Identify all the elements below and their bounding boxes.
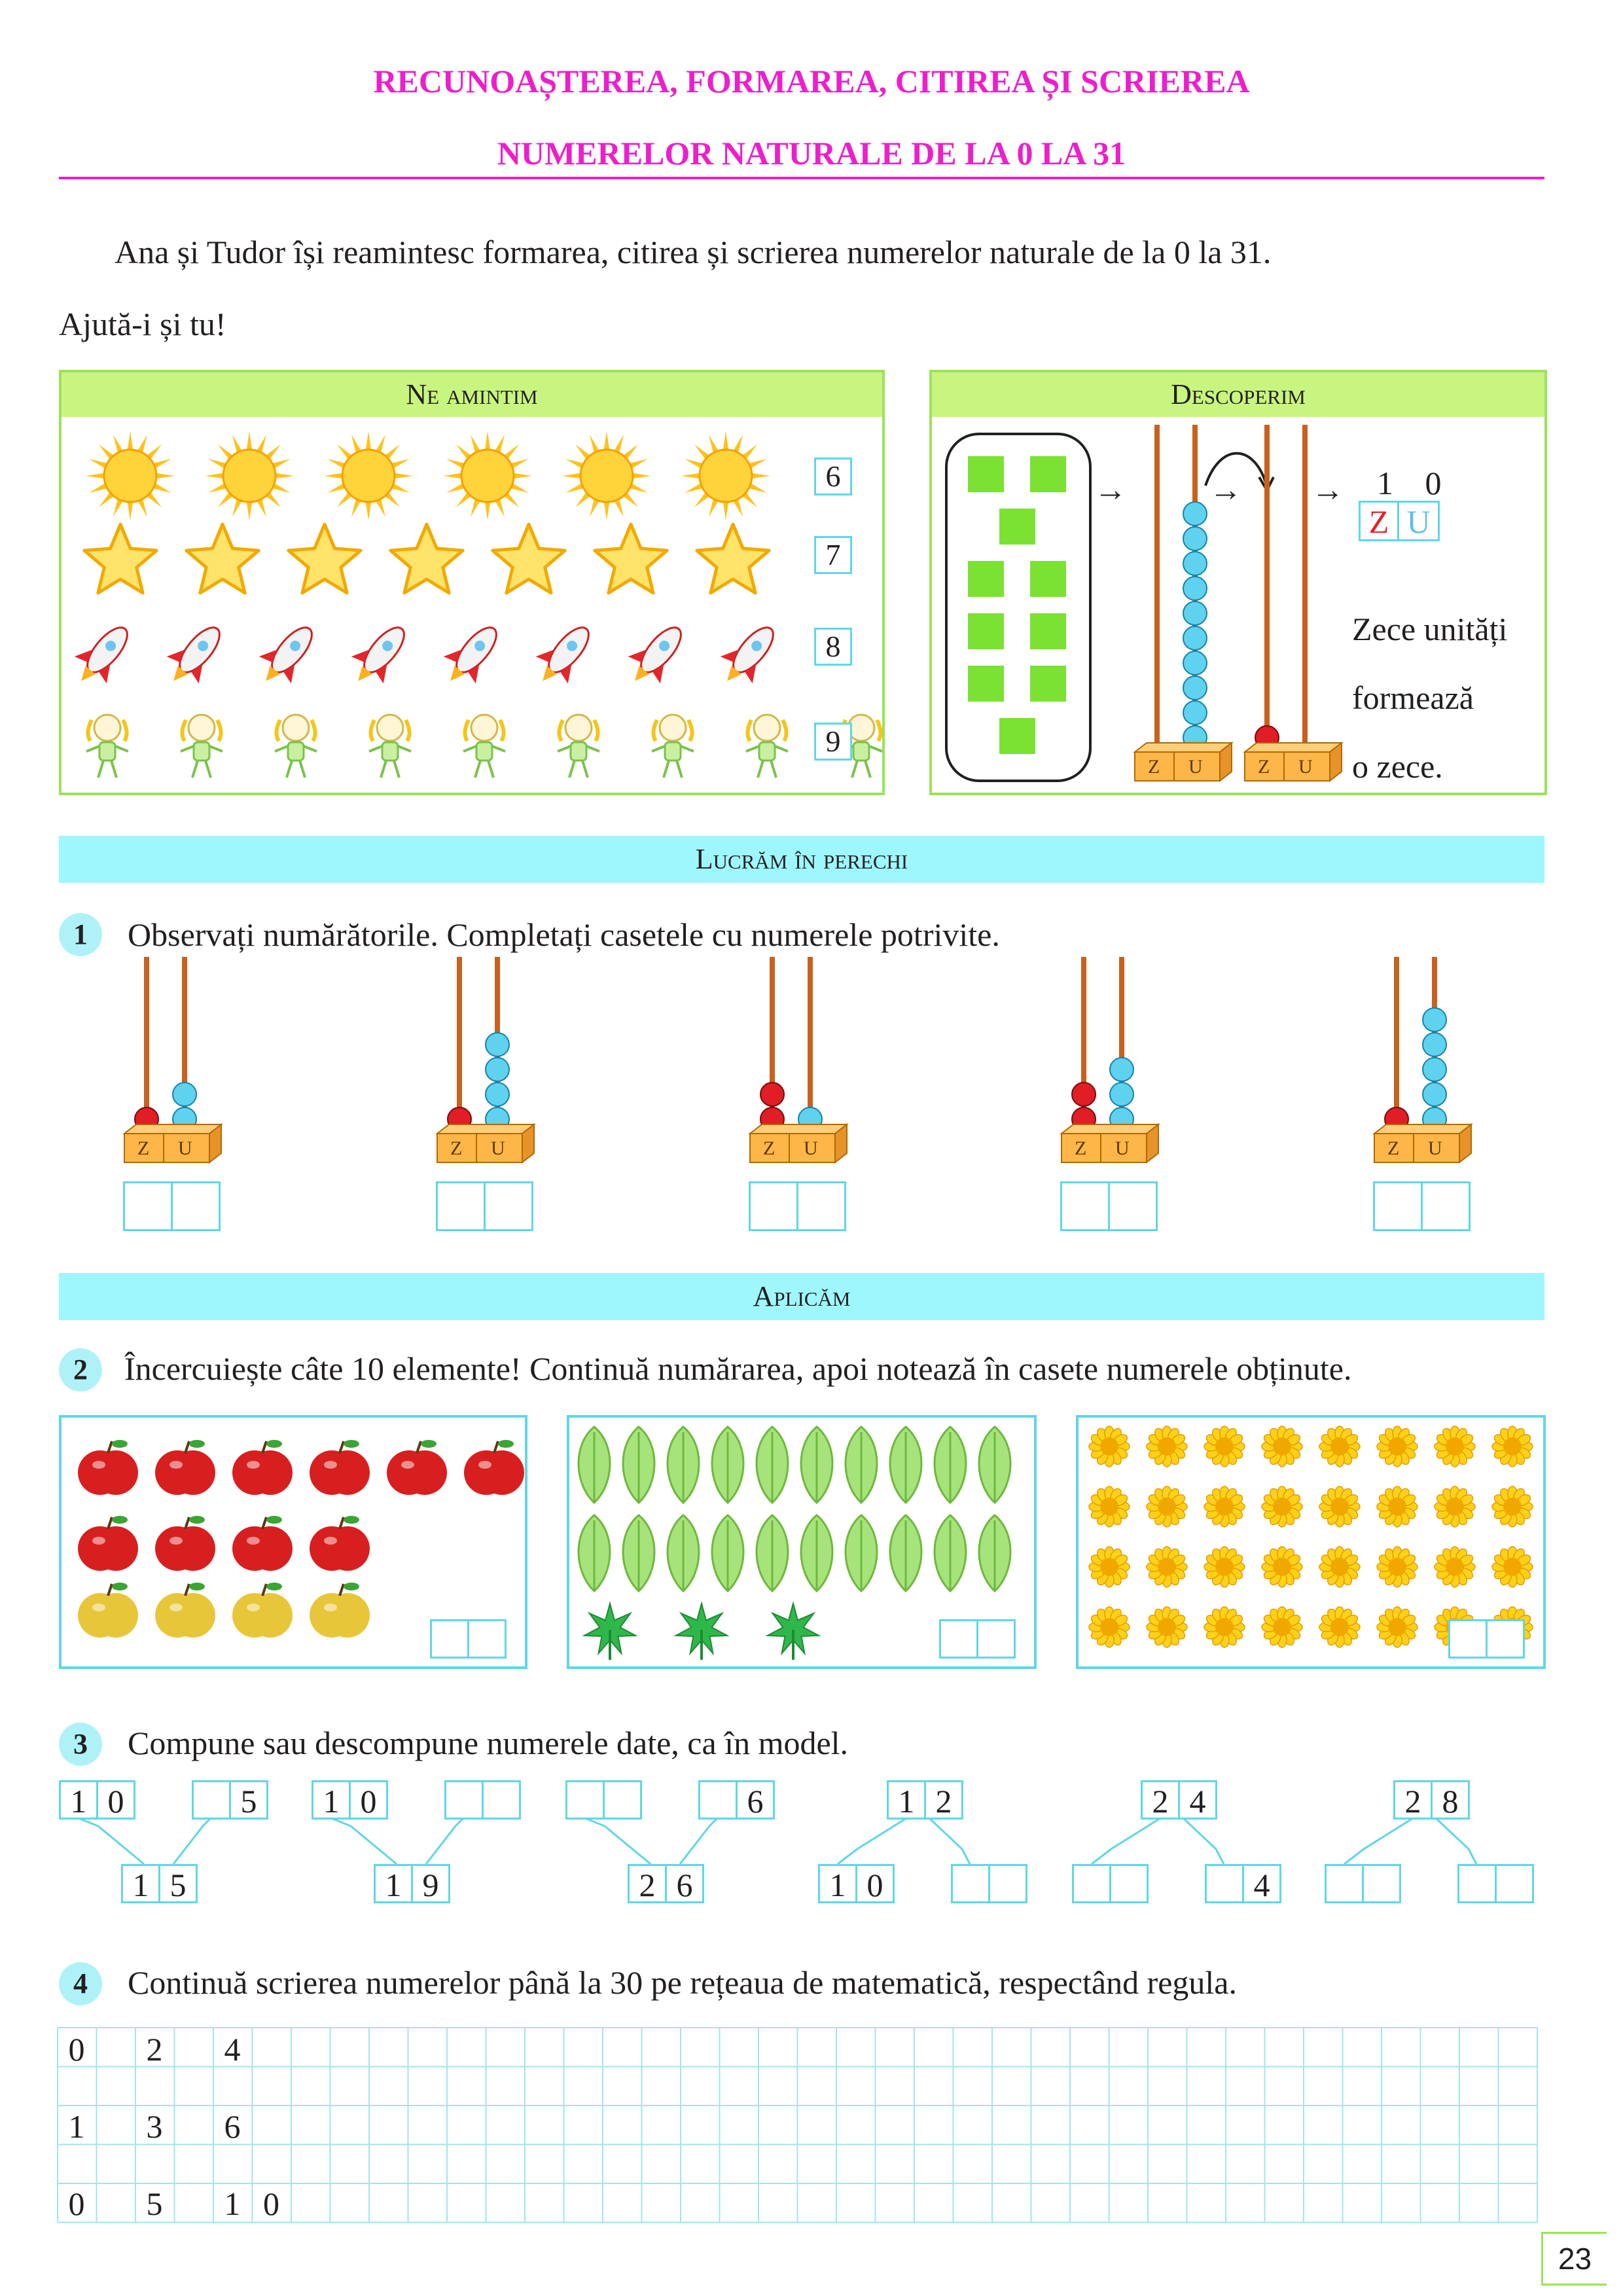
doll-icon — [746, 715, 788, 778]
doll-icon — [463, 715, 505, 778]
sun-icon — [681, 431, 770, 520]
flower-icon — [1435, 1547, 1475, 1587]
flower-icon — [1262, 1486, 1302, 1527]
flower-icon — [1147, 1426, 1187, 1467]
ex3-item1-result[interactable] — [121, 1864, 196, 1903]
ex3-item2-right-digit-1[interactable] — [444, 1780, 484, 1820]
star-icon — [187, 524, 259, 593]
star-icon — [391, 524, 463, 593]
ex3-item4-left-digit-2[interactable]: 0 — [855, 1864, 895, 1903]
ex3-item3-left-digit-2[interactable] — [603, 1780, 642, 1820]
connector-line — [1092, 1818, 1160, 1864]
ne-amintim-title: Ne amintim — [62, 372, 882, 417]
abacus-1 — [124, 957, 221, 1162]
ten-digits: 1 0 — [1377, 465, 1454, 501]
ex3-item4-top-digit-2[interactable]: 2 — [924, 1780, 963, 1820]
ex1-answer-box-3[interactable] — [749, 1181, 844, 1231]
desc-text-line2: formează — [1352, 679, 1474, 716]
ex3-item5-right-digit-1[interactable] — [1205, 1864, 1244, 1903]
u-label: U — [1298, 756, 1313, 778]
ex3-item4-left[interactable] — [818, 1864, 893, 1903]
ex3-item3-right[interactable] — [698, 1780, 773, 1820]
leaf-icon — [979, 1427, 1010, 1503]
count-box-dolls: 9 — [814, 723, 852, 761]
arrow-1: → — [1094, 471, 1127, 508]
leaf-icon — [801, 1427, 832, 1503]
intro-text — [59, 216, 1544, 360]
leaf-icon — [846, 1427, 877, 1503]
ex3-item6-left-digit-1[interactable] — [1325, 1864, 1364, 1903]
apple-icon — [155, 1516, 215, 1571]
desc-text-line3: o zece. — [1352, 748, 1443, 785]
grid-number: 1 — [68, 2108, 85, 2145]
ex3-item3-result[interactable] — [628, 1864, 702, 1903]
flower-icon — [1492, 1547, 1533, 1587]
star-icon — [493, 524, 565, 593]
apple-icon — [155, 1583, 215, 1638]
connector-line — [680, 1818, 717, 1864]
ex2-number: 2 — [59, 1348, 102, 1391]
ex3-item2-left[interactable] — [312, 1780, 386, 1820]
ex3-item6-left-digit-2[interactable] — [1362, 1864, 1401, 1903]
descoperim-title: Descoperim — [932, 372, 1544, 417]
ex3-item2-right[interactable] — [444, 1780, 519, 1820]
ex1-answer-box-1[interactable] — [123, 1181, 219, 1231]
bead-unit — [1423, 1058, 1446, 1081]
bead-unit — [486, 1083, 509, 1106]
leaf-icon — [890, 1515, 921, 1591]
ex1-answer-box-2[interactable] — [436, 1181, 531, 1231]
arrow-3: → — [1311, 471, 1344, 508]
rocket-icon — [435, 615, 510, 694]
sun-icon — [205, 431, 294, 520]
bead-unit — [1183, 676, 1207, 700]
ex3-item4-right-digit-2[interactable] — [988, 1864, 1027, 1903]
count-box-rockets: 8 — [814, 628, 852, 666]
leaf-icon — [712, 1427, 743, 1503]
flower-icon — [1089, 1547, 1130, 1587]
bead-ten — [1072, 1083, 1096, 1106]
ex3-item5-left-digit-2[interactable] — [1109, 1864, 1149, 1903]
flower-icon — [1147, 1607, 1187, 1647]
rocket-icon — [250, 615, 326, 694]
bead-unit — [1183, 552, 1207, 575]
leaf-icon — [846, 1515, 877, 1591]
sun-icon — [443, 431, 532, 520]
ex3-item6-right-digit-1[interactable] — [1457, 1864, 1497, 1903]
connector-line — [426, 1818, 463, 1864]
bead-unit — [1183, 651, 1207, 675]
connector-line — [1183, 1818, 1224, 1864]
ex3-item1-result-digit-1[interactable]: 1 — [121, 1864, 160, 1903]
ex3-item4-top-digit-1[interactable]: 1 — [887, 1780, 926, 1820]
bead-unit — [486, 1058, 509, 1081]
flower-icon — [1377, 1486, 1418, 1527]
leaves-answer-box[interactable] — [939, 1619, 1014, 1659]
ex3-item6-left[interactable] — [1325, 1864, 1399, 1903]
u-label: U — [178, 1138, 192, 1159]
rocket-icon — [342, 615, 418, 694]
apple-icon — [155, 1440, 215, 1495]
ex3-number: 3 — [59, 1723, 102, 1766]
z-label: Z — [1075, 1138, 1087, 1159]
ex3-item2-left-digit-1[interactable]: 1 — [312, 1780, 351, 1820]
bead-unit — [1183, 577, 1207, 600]
leaf-icon — [712, 1515, 743, 1591]
ne-amintim-panel — [59, 370, 885, 795]
leaf-icon — [801, 1515, 832, 1591]
apple-icon — [464, 1440, 524, 1495]
rocket-icon — [527, 615, 603, 694]
flower-icon — [1492, 1426, 1533, 1467]
leaf-icon — [979, 1515, 1010, 1591]
doll-icon — [86, 715, 128, 778]
u-label: U — [491, 1138, 505, 1159]
connector-line — [929, 1818, 970, 1864]
grid-number: 3 — [146, 2108, 163, 2145]
flowers-answer-box[interactable] — [1448, 1619, 1523, 1659]
apple-icon — [310, 1516, 370, 1571]
doll-icon — [369, 715, 411, 778]
z-label: Z — [763, 1138, 776, 1159]
flower-icon — [1204, 1607, 1245, 1647]
ex2-text: Încercuiește câte 10 elemente! Continuă numărarea, apoi notează în casete numerele obținute. — [124, 1350, 1352, 1387]
z-label: Z — [450, 1138, 463, 1159]
bead-unit — [173, 1083, 196, 1106]
title-divider — [59, 177, 1544, 179]
ex3-item5-left-digit-1[interactable] — [1072, 1864, 1111, 1903]
ex4-text: Continuă scrierea numerelor până la 30 pe rețeaua de matematică, respectând regula. — [128, 1964, 1237, 2001]
connector-line — [79, 1818, 144, 1864]
ex3-item2-left-digit-2[interactable]: 0 — [349, 1780, 388, 1820]
sun-icon — [86, 431, 175, 520]
star-icon — [595, 524, 667, 593]
apple-icon — [232, 1516, 293, 1571]
ex3-item6-top-digit-1[interactable]: 2 — [1393, 1780, 1433, 1820]
ex3-item3-right-digit-2[interactable]: 6 — [736, 1780, 775, 1820]
z-label: Z — [1387, 1138, 1400, 1159]
ex3-item3-left-digit-1[interactable] — [565, 1780, 605, 1820]
desc-text-line1: Zece unități — [1352, 611, 1508, 647]
leaf-icon — [579, 1427, 610, 1503]
ex3-item5-top[interactable] — [1141, 1780, 1215, 1820]
count-box-suns: 6 — [814, 457, 852, 495]
bead-unit — [1423, 1033, 1446, 1056]
bead-unit — [1423, 1083, 1446, 1106]
rocket-icon — [619, 615, 695, 694]
leaf-icon — [668, 1515, 699, 1591]
ex3-item6-right-digit-2[interactable] — [1495, 1864, 1534, 1903]
flower-icon — [1377, 1547, 1418, 1587]
page-title-line2: NUMERELOR NATURALE DE LA 0 LA 31 — [497, 135, 1126, 171]
section-pairs-band: Lucrăm în perechi — [59, 836, 1544, 883]
flower-icon — [1147, 1547, 1187, 1587]
sun-icon — [324, 431, 413, 520]
ex3-item2-result-digit-1[interactable]: 1 — [374, 1864, 413, 1903]
grid-number: 0 — [263, 2185, 279, 2222]
maple-leaf-icon — [676, 1604, 727, 1660]
flower-icon — [1435, 1426, 1475, 1467]
star-icon — [697, 524, 769, 593]
grid-number: 0 — [68, 2031, 85, 2068]
ex3-item5-right-digit-2[interactable]: 4 — [1242, 1864, 1281, 1903]
flower-icon — [1319, 1607, 1360, 1647]
ex3-item1-right[interactable] — [192, 1780, 266, 1820]
intro-line2: Ajută-i și tu! — [59, 306, 226, 342]
abacus-5 — [1374, 957, 1471, 1162]
flower-icon — [1204, 1486, 1245, 1527]
star-icon — [84, 524, 156, 593]
z-label: Z — [1359, 501, 1399, 541]
section-apply-band: Aplicăm — [59, 1273, 1544, 1320]
ex3-item6-right[interactable] — [1457, 1864, 1532, 1903]
ex3-item1-left[interactable] — [59, 1780, 134, 1820]
ex3-item5-top-digit-2[interactable]: 4 — [1178, 1780, 1217, 1820]
amintim-illustrations — [62, 417, 882, 793]
rocket-icon — [158, 615, 234, 694]
leaf-icon — [579, 1515, 610, 1591]
star-icon — [289, 524, 361, 593]
ex1-number: 1 — [59, 913, 102, 956]
bead-unit — [1183, 701, 1207, 725]
leaf-icon — [935, 1427, 966, 1503]
ex3-item4-right[interactable] — [951, 1864, 1026, 1903]
grid-number: 2 — [146, 2031, 163, 2068]
bead-ten — [760, 1083, 784, 1106]
doll-icon — [181, 715, 223, 778]
rocket-icon — [65, 615, 141, 694]
doll-icon — [558, 715, 599, 778]
u-label: U — [1399, 501, 1440, 541]
leaf-icon — [623, 1515, 654, 1591]
apple-icon — [310, 1583, 370, 1638]
ex3-item3-right-digit-1[interactable] — [698, 1780, 738, 1820]
apple-icon — [232, 1440, 293, 1495]
connector-line — [331, 1818, 397, 1864]
flower-icon — [1492, 1486, 1533, 1527]
bead-unit — [1183, 502, 1207, 526]
ex3-item2-result-digit-2[interactable]: 9 — [411, 1864, 450, 1903]
bead-unit — [1423, 1008, 1446, 1031]
z-label: Z — [1258, 756, 1270, 778]
u-label: U — [804, 1138, 818, 1159]
flower-icon — [1204, 1547, 1245, 1587]
page-title-line1: RECUNOAȘTEREA, FORMAREA, CITIREA ȘI SCRIEREA — [373, 63, 1250, 99]
grid-number: 5 — [146, 2185, 163, 2222]
bead-unit — [1183, 626, 1207, 650]
ex3-item6-top-digit-2[interactable]: 8 — [1431, 1780, 1470, 1820]
bead-unit — [1183, 601, 1207, 625]
bead-unit — [1110, 1058, 1133, 1081]
ex3-item5-left[interactable] — [1072, 1864, 1147, 1903]
apple-icon — [310, 1440, 370, 1495]
ex1-answer-box-4[interactable] — [1060, 1181, 1156, 1231]
arrow-2: → — [1209, 471, 1242, 508]
flower-icon — [1377, 1607, 1418, 1647]
abacus-3 — [750, 957, 847, 1162]
flower-icon — [1377, 1426, 1418, 1467]
sun-icon — [562, 431, 651, 520]
bead-unit — [1183, 527, 1207, 550]
connector-line — [173, 1818, 211, 1864]
z-label: Z — [137, 1138, 150, 1159]
apple-icon — [78, 1440, 138, 1495]
leaf-icon — [890, 1427, 921, 1503]
abacus-2 — [437, 957, 534, 1162]
ex3-item6-top[interactable] — [1393, 1780, 1468, 1820]
ex3-item1-left-digit-2[interactable]: 0 — [96, 1780, 135, 1820]
leaf-icon — [757, 1427, 788, 1503]
ex3-item4-right-digit-1[interactable] — [951, 1864, 990, 1903]
flower-icon — [1147, 1486, 1187, 1527]
ex3-item4-top[interactable] — [887, 1780, 961, 1820]
ex3-item3-left[interactable] — [565, 1780, 640, 1820]
ex3-item1-result-digit-2[interactable]: 5 — [158, 1864, 198, 1903]
u-label: U — [1428, 1138, 1442, 1159]
leaf-icon — [668, 1427, 699, 1503]
z-label: Z — [1148, 756, 1160, 778]
ex3-item1-left-digit-1[interactable]: 1 — [59, 1780, 98, 1820]
count-box-stars: 7 — [814, 536, 852, 574]
apples-answer-box[interactable] — [430, 1619, 505, 1659]
flower-icon — [1089, 1486, 1130, 1527]
flower-icon — [1319, 1486, 1360, 1527]
flower-icon — [1262, 1547, 1302, 1587]
rocket-icon — [711, 615, 787, 694]
leaf-icon — [935, 1515, 966, 1591]
maple-leaf-icon — [584, 1604, 635, 1660]
doll-icon — [275, 715, 317, 778]
flower-icon — [1319, 1547, 1360, 1587]
grid-number: 4 — [224, 2031, 241, 2068]
zu-place-value — [1359, 501, 1440, 541]
ex3-item5-top-digit-1[interactable]: 2 — [1141, 1780, 1180, 1820]
bead-unit — [486, 1033, 509, 1056]
flower-icon — [1262, 1426, 1302, 1467]
ex3-item5-right[interactable] — [1205, 1864, 1279, 1903]
abacus-4 — [1061, 957, 1158, 1162]
grid-number: 1 — [224, 2185, 241, 2222]
page-number: 23 — [1541, 2232, 1607, 2286]
intro-line1: Ana și Tudor își reamintesc formarea, citirea și scrierea numerelor naturale de la 0 la 31. — [115, 234, 1272, 270]
connector-line — [585, 1818, 651, 1864]
flower-icon — [1204, 1426, 1245, 1467]
flower-icon — [1089, 1607, 1130, 1647]
ex3-text: Compune sau descompune numerele date, ca în model. — [128, 1725, 849, 1761]
flower-icon — [1435, 1486, 1475, 1527]
u-label: U — [1115, 1138, 1130, 1159]
ex3-item1-right-digit-2[interactable]: 5 — [229, 1780, 268, 1820]
leaf-icon — [757, 1515, 788, 1591]
doll-icon — [652, 715, 694, 778]
apple-icon — [78, 1583, 138, 1638]
connector-line — [838, 1818, 906, 1864]
flower-icon — [1319, 1426, 1360, 1467]
u-label: U — [1188, 756, 1203, 778]
apple-icon — [78, 1516, 138, 1571]
grid-number: 0 — [68, 2185, 85, 2222]
leaf-icon — [623, 1427, 654, 1503]
flower-icon — [1089, 1426, 1130, 1467]
connector-line — [1344, 1818, 1413, 1864]
grid-number: 6 — [224, 2108, 241, 2145]
ex2-illustrations — [0, 1414, 1623, 1676]
descoperim-text — [1352, 595, 1507, 801]
ex3-item3-result-digit-2[interactable]: 6 — [665, 1864, 704, 1903]
flower-icon — [1262, 1607, 1302, 1647]
ex1-answer-box-5[interactable] — [1373, 1181, 1469, 1231]
ex4-number: 4 — [59, 1962, 102, 2005]
bead-unit — [1110, 1083, 1133, 1106]
ex1-text: Observați numărătorile. Completați casetele cu numerele potrivite. — [128, 916, 1000, 953]
ex3-item3-result-digit-1[interactable]: 2 — [628, 1864, 667, 1903]
ex3-item1-right-digit-1[interactable] — [192, 1780, 231, 1820]
maple-leaf-icon — [768, 1604, 819, 1660]
apple-icon — [232, 1583, 293, 1638]
apple-icon — [387, 1440, 447, 1495]
ex3-item2-result[interactable] — [374, 1864, 448, 1903]
ex3-item2-right-digit-2[interactable] — [482, 1780, 521, 1820]
descoperim-panel — [929, 370, 1547, 795]
connector-line — [1436, 1818, 1476, 1864]
ex3-item4-left-digit-1[interactable]: 1 — [818, 1864, 857, 1903]
